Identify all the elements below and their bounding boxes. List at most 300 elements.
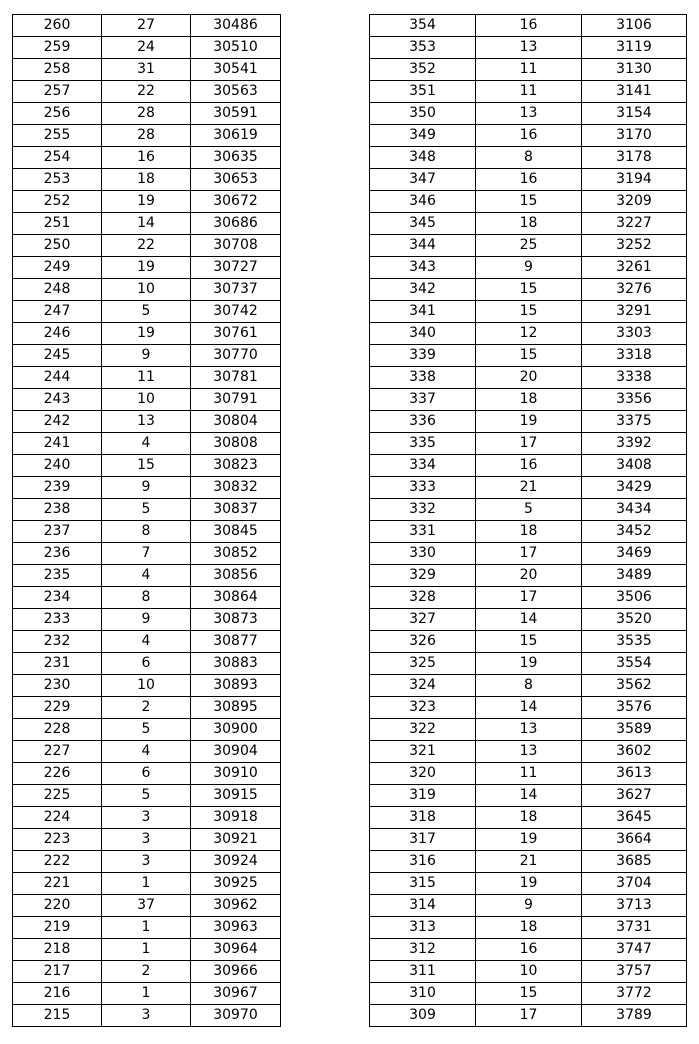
cumulative-cell: 30864: [191, 587, 281, 609]
count-cell: 19: [476, 829, 582, 851]
table-row: [13, 257, 281, 279]
score-cell: 320: [370, 763, 476, 785]
cumulative-cell: 30761: [191, 323, 281, 345]
cumulative-cell: 30964: [191, 939, 281, 961]
score-cell: 330: [370, 543, 476, 565]
cumulative-cell: 30727: [191, 257, 281, 279]
cumulative-cell: 30672: [191, 191, 281, 213]
score-cell: 239: [13, 477, 102, 499]
score-cell: 354: [370, 15, 476, 37]
count-cell: 15: [476, 631, 582, 653]
count-cell: 18: [476, 389, 582, 411]
count-cell: 8: [102, 521, 191, 543]
table-row: [370, 455, 687, 477]
cumulative-cell: 3154: [582, 103, 687, 125]
count-cell: 7: [102, 543, 191, 565]
count-cell: 14: [476, 785, 582, 807]
score-cell: 351: [370, 81, 476, 103]
score-cell: 335: [370, 433, 476, 455]
cumulative-cell: 3408: [582, 455, 687, 477]
score-cell: 319: [370, 785, 476, 807]
score-cell: 246: [13, 323, 102, 345]
cumulative-cell: 3392: [582, 433, 687, 455]
score-table-body: [370, 15, 687, 1027]
count-cell: 13: [476, 741, 582, 763]
cumulative-cell: 30635: [191, 147, 281, 169]
cumulative-cell: 3452: [582, 521, 687, 543]
cumulative-cell: 30915: [191, 785, 281, 807]
cumulative-cell: 30708: [191, 235, 281, 257]
score-cell: 245: [13, 345, 102, 367]
score-cell: 229: [13, 697, 102, 719]
score-cell: 329: [370, 565, 476, 587]
table-row: [13, 367, 281, 389]
cumulative-cell: 30877: [191, 631, 281, 653]
score-cell: 350: [370, 103, 476, 125]
table-row: [370, 785, 687, 807]
count-cell: 10: [102, 389, 191, 411]
score-cell: 252: [13, 191, 102, 213]
count-cell: 16: [476, 939, 582, 961]
score-cell: 247: [13, 301, 102, 323]
cumulative-cell: 30845: [191, 521, 281, 543]
cumulative-cell: 3506: [582, 587, 687, 609]
score-cell: 222: [13, 851, 102, 873]
cumulative-cell: 30918: [191, 807, 281, 829]
table-row: [370, 543, 687, 565]
count-cell: 1: [102, 939, 191, 961]
cumulative-cell: 30742: [191, 301, 281, 323]
count-cell: 5: [102, 719, 191, 741]
cumulative-cell: 3276: [582, 279, 687, 301]
count-cell: 19: [476, 411, 582, 433]
table-row: [370, 741, 687, 763]
count-cell: 27: [102, 15, 191, 37]
count-cell: 11: [476, 59, 582, 81]
table-row: [13, 455, 281, 477]
score-cell: 311: [370, 961, 476, 983]
table-row: [13, 235, 281, 257]
table-row: [370, 1005, 687, 1027]
score-cell: 225: [13, 785, 102, 807]
cumulative-cell: 30791: [191, 389, 281, 411]
score-cell: 331: [370, 521, 476, 543]
table-row: [370, 829, 687, 851]
score-cell: 316: [370, 851, 476, 873]
cumulative-cell: 30970: [191, 1005, 281, 1027]
score-cell: 337: [370, 389, 476, 411]
count-cell: 13: [476, 719, 582, 741]
table-row: [370, 367, 687, 389]
table-row: [370, 279, 687, 301]
score-cell: 332: [370, 499, 476, 521]
table-row: [370, 807, 687, 829]
table-row: [370, 389, 687, 411]
cumulative-cell: 30910: [191, 763, 281, 785]
cumulative-cell: 3194: [582, 169, 687, 191]
score-cell: 318: [370, 807, 476, 829]
table-row: [13, 103, 281, 125]
table-row: [370, 895, 687, 917]
cumulative-cell: 30541: [191, 59, 281, 81]
table-row: [13, 939, 281, 961]
table-row: [13, 851, 281, 873]
cumulative-cell: 3209: [582, 191, 687, 213]
count-cell: 19: [102, 191, 191, 213]
score-cell: 219: [13, 917, 102, 939]
table-row: [370, 147, 687, 169]
score-cell: 348: [370, 147, 476, 169]
cumulative-cell: 30737: [191, 279, 281, 301]
score-cell: 250: [13, 235, 102, 257]
cumulative-cell: 30856: [191, 565, 281, 587]
cumulative-cell: 3375: [582, 411, 687, 433]
cumulative-cell: 3645: [582, 807, 687, 829]
cumulative-cell: 3731: [582, 917, 687, 939]
count-cell: 10: [102, 675, 191, 697]
score-cell: 215: [13, 1005, 102, 1027]
count-cell: 19: [102, 257, 191, 279]
table-row: [370, 697, 687, 719]
cumulative-cell: 3119: [582, 37, 687, 59]
table-row: [13, 521, 281, 543]
score-cell: 314: [370, 895, 476, 917]
cumulative-cell: 3554: [582, 653, 687, 675]
count-cell: 17: [476, 1005, 582, 1027]
cumulative-cell: 3178: [582, 147, 687, 169]
cumulative-cell: 3664: [582, 829, 687, 851]
table-row: [13, 587, 281, 609]
table-row: [370, 433, 687, 455]
count-cell: 15: [476, 279, 582, 301]
table-row: [370, 939, 687, 961]
table-row: [13, 37, 281, 59]
cumulative-cell: 30591: [191, 103, 281, 125]
score-cell: 255: [13, 125, 102, 147]
count-cell: 9: [476, 895, 582, 917]
table-row: [370, 411, 687, 433]
score-cell: 240: [13, 455, 102, 477]
table-row: [370, 257, 687, 279]
count-cell: 9: [102, 345, 191, 367]
score-cell: 349: [370, 125, 476, 147]
table-row: [13, 565, 281, 587]
table-row: [370, 477, 687, 499]
score-cell: 233: [13, 609, 102, 631]
score-cell: 323: [370, 697, 476, 719]
score-cell: 346: [370, 191, 476, 213]
score-cell: 234: [13, 587, 102, 609]
table-row: [13, 169, 281, 191]
count-cell: 1: [102, 983, 191, 1005]
score-cell: 259: [13, 37, 102, 59]
score-cell: 243: [13, 389, 102, 411]
score-cell: 217: [13, 961, 102, 983]
table-row: [370, 653, 687, 675]
score-cell: 230: [13, 675, 102, 697]
cumulative-cell: 30781: [191, 367, 281, 389]
cumulative-cell: 3170: [582, 125, 687, 147]
cumulative-cell: 3562: [582, 675, 687, 697]
count-cell: 20: [476, 565, 582, 587]
cumulative-cell: 30770: [191, 345, 281, 367]
count-cell: 28: [102, 125, 191, 147]
table-row: [370, 917, 687, 939]
count-cell: 5: [102, 499, 191, 521]
cumulative-cell: 3589: [582, 719, 687, 741]
count-cell: 16: [476, 455, 582, 477]
cumulative-cell: 30966: [191, 961, 281, 983]
score-table-body: [13, 15, 281, 1027]
score-cell: 341: [370, 301, 476, 323]
cumulative-cell: 30924: [191, 851, 281, 873]
count-cell: 12: [476, 323, 582, 345]
score-cell: 253: [13, 169, 102, 191]
count-cell: 13: [102, 411, 191, 433]
count-cell: 31: [102, 59, 191, 81]
table-row: [370, 631, 687, 653]
score-cell: 325: [370, 653, 476, 675]
count-cell: 21: [476, 477, 582, 499]
table-row: [370, 191, 687, 213]
score-cell: 232: [13, 631, 102, 653]
count-cell: 3: [102, 807, 191, 829]
table-row: [370, 983, 687, 1005]
count-cell: 16: [476, 125, 582, 147]
table-row: [13, 873, 281, 895]
cumulative-cell: 3520: [582, 609, 687, 631]
cumulative-cell: 30967: [191, 983, 281, 1005]
count-cell: 25: [476, 235, 582, 257]
count-cell: 16: [476, 169, 582, 191]
count-cell: 1: [102, 873, 191, 895]
table-row: [13, 59, 281, 81]
table-row: [13, 125, 281, 147]
table-row: [13, 345, 281, 367]
count-cell: 4: [102, 631, 191, 653]
score-cell: 254: [13, 147, 102, 169]
count-cell: 21: [476, 851, 582, 873]
table-row: [370, 103, 687, 125]
cumulative-cell: 3252: [582, 235, 687, 257]
score-cell: 236: [13, 543, 102, 565]
score-cell: 224: [13, 807, 102, 829]
cumulative-cell: 3356: [582, 389, 687, 411]
count-cell: 16: [476, 15, 582, 37]
score-cell: 257: [13, 81, 102, 103]
score-cell: 344: [370, 235, 476, 257]
table-row: [13, 763, 281, 785]
cumulative-cell: 30963: [191, 917, 281, 939]
table-row: [13, 741, 281, 763]
table-row: [13, 433, 281, 455]
score-table-right: [369, 14, 687, 1027]
cumulative-cell: 3627: [582, 785, 687, 807]
score-cell: 310: [370, 983, 476, 1005]
score-cell: 312: [370, 939, 476, 961]
cumulative-cell: 3789: [582, 1005, 687, 1027]
count-cell: 18: [476, 917, 582, 939]
table-row: [370, 851, 687, 873]
count-cell: 16: [102, 147, 191, 169]
count-cell: 6: [102, 763, 191, 785]
count-cell: 19: [476, 873, 582, 895]
cumulative-cell: 3291: [582, 301, 687, 323]
table-row: [13, 697, 281, 719]
score-cell: 220: [13, 895, 102, 917]
cumulative-cell: 30808: [191, 433, 281, 455]
table-row: [370, 37, 687, 59]
count-cell: 15: [476, 191, 582, 213]
table-row: [13, 301, 281, 323]
table-row: [370, 719, 687, 741]
count-cell: 11: [476, 81, 582, 103]
cumulative-cell: 3106: [582, 15, 687, 37]
cumulative-cell: 3489: [582, 565, 687, 587]
table-row: [370, 499, 687, 521]
score-cell: 226: [13, 763, 102, 785]
count-cell: 14: [102, 213, 191, 235]
score-cell: 237: [13, 521, 102, 543]
cumulative-cell: 3772: [582, 983, 687, 1005]
score-cell: 244: [13, 367, 102, 389]
score-cell: 342: [370, 279, 476, 301]
score-cell: 242: [13, 411, 102, 433]
table-row: [370, 81, 687, 103]
cumulative-cell: 3141: [582, 81, 687, 103]
table-row: [370, 521, 687, 543]
score-cell: 231: [13, 653, 102, 675]
cumulative-cell: 30653: [191, 169, 281, 191]
count-cell: 15: [476, 983, 582, 1005]
table-row: [370, 873, 687, 895]
table-row: [13, 653, 281, 675]
count-cell: 3: [102, 851, 191, 873]
count-cell: 15: [102, 455, 191, 477]
count-cell: 10: [102, 279, 191, 301]
count-cell: 18: [476, 807, 582, 829]
score-cell: 322: [370, 719, 476, 741]
count-cell: 3: [102, 829, 191, 851]
count-cell: 22: [102, 81, 191, 103]
score-cell: 328: [370, 587, 476, 609]
count-cell: 17: [476, 433, 582, 455]
count-cell: 2: [102, 697, 191, 719]
count-cell: 19: [476, 653, 582, 675]
table-row: [370, 961, 687, 983]
table-row: [13, 807, 281, 829]
score-cell: 326: [370, 631, 476, 653]
score-cell: 260: [13, 15, 102, 37]
cumulative-cell: 30962: [191, 895, 281, 917]
cumulative-cell: 3469: [582, 543, 687, 565]
score-cell: 340: [370, 323, 476, 345]
count-cell: 22: [102, 235, 191, 257]
count-cell: 6: [102, 653, 191, 675]
score-cell: 309: [370, 1005, 476, 1027]
table-row: [370, 125, 687, 147]
table-row: [370, 15, 687, 37]
count-cell: 14: [476, 609, 582, 631]
table-row: [13, 631, 281, 653]
cumulative-cell: 3261: [582, 257, 687, 279]
cumulative-cell: 30510: [191, 37, 281, 59]
score-cell: 343: [370, 257, 476, 279]
cumulative-cell: 3318: [582, 345, 687, 367]
table-row: [13, 147, 281, 169]
cumulative-cell: 30852: [191, 543, 281, 565]
table-row: [13, 785, 281, 807]
table-row: [370, 763, 687, 785]
cumulative-cell: 30873: [191, 609, 281, 631]
score-cell: 228: [13, 719, 102, 741]
count-cell: 37: [102, 895, 191, 917]
score-cell: 317: [370, 829, 476, 851]
table-row: [370, 565, 687, 587]
table-row: [13, 279, 281, 301]
cumulative-cell: 3602: [582, 741, 687, 763]
table-row: [370, 609, 687, 631]
cumulative-cell: 30895: [191, 697, 281, 719]
table-row: [370, 235, 687, 257]
count-cell: 18: [476, 213, 582, 235]
table-row: [13, 961, 281, 983]
count-cell: 8: [102, 587, 191, 609]
cumulative-cell: 30900: [191, 719, 281, 741]
table-row: [13, 543, 281, 565]
score-cell: 248: [13, 279, 102, 301]
cumulative-cell: 30904: [191, 741, 281, 763]
table-row: [370, 301, 687, 323]
count-cell: 8: [476, 675, 582, 697]
count-cell: 8: [476, 147, 582, 169]
table-row: [13, 411, 281, 433]
count-cell: 1: [102, 917, 191, 939]
count-cell: 11: [476, 763, 582, 785]
score-table-left: [12, 14, 281, 1027]
table-row: [13, 389, 281, 411]
score-cell: 258: [13, 59, 102, 81]
count-cell: 15: [476, 345, 582, 367]
count-cell: 28: [102, 103, 191, 125]
cumulative-cell: 3704: [582, 873, 687, 895]
score-cell: 321: [370, 741, 476, 763]
count-cell: 17: [476, 543, 582, 565]
table-row: [370, 169, 687, 191]
table-row: [13, 1005, 281, 1027]
table-row: [370, 59, 687, 81]
cumulative-cell: 3429: [582, 477, 687, 499]
table-row: [13, 983, 281, 1005]
count-cell: 2: [102, 961, 191, 983]
count-cell: 5: [476, 499, 582, 521]
score-cell: 338: [370, 367, 476, 389]
table-row: [13, 609, 281, 631]
score-cell: 223: [13, 829, 102, 851]
cumulative-cell: 30921: [191, 829, 281, 851]
count-cell: 18: [102, 169, 191, 191]
count-cell: 9: [476, 257, 582, 279]
table-row: [370, 213, 687, 235]
count-cell: 9: [102, 609, 191, 631]
cumulative-cell: 30823: [191, 455, 281, 477]
table-row: [13, 675, 281, 697]
table-row: [370, 675, 687, 697]
count-cell: 5: [102, 785, 191, 807]
table-row: [13, 323, 281, 345]
cumulative-cell: 30486: [191, 15, 281, 37]
score-cell: 327: [370, 609, 476, 631]
